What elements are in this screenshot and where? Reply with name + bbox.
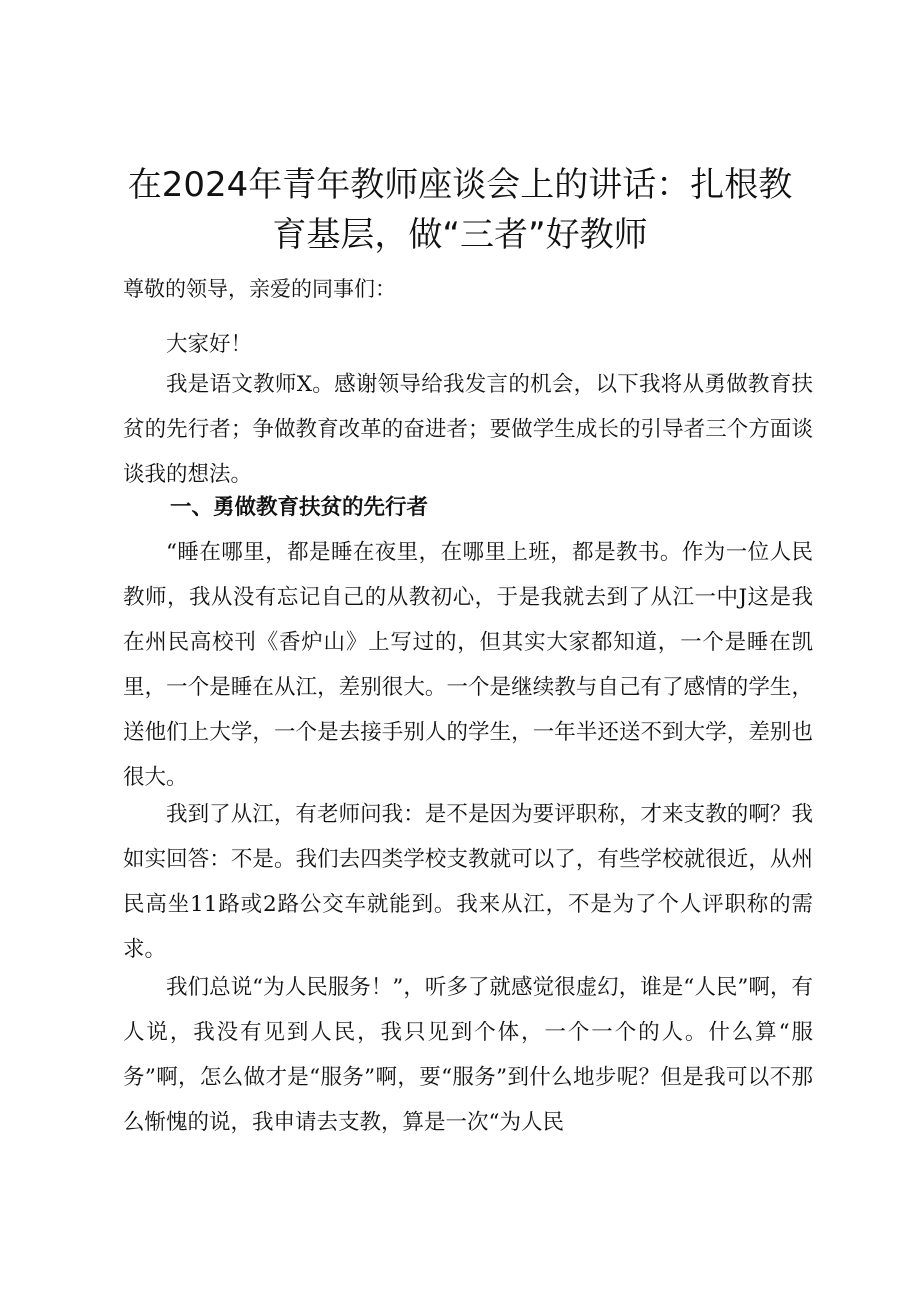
section-heading-1: 一、勇做教育扶贫的先行者 <box>170 495 429 520</box>
intro-paragraph: 我是语文教师X。感谢领导给我发言的机会，以下我将从勇做教育扶贫的先行者；争做教育改革的奋进者；要做学生成长的引导者三个方面谈谈我的想法。 <box>123 372 813 487</box>
title-line-1: 在2024年青年教师座谈会上的讲话：扎根教 <box>127 165 793 205</box>
paragraph-2: 我到了从江，有老师问我：是不是因为要评职称，才来支教的啊？我如实回答：不是。我们去四类学校支教就可以了，有些学校就很近，从州民高坐11路或2路公交车就能到。我来从江，不是为了个人评职称的需求。 <box>123 802 813 962</box>
paragraph-1: “睡在哪里，都是睡在夜里，在哪里上班，都是教书。作为一位人民教师，我从没有忘记自己的从教初心，于是我就去到了从江一中J这是我在州民高校刊《香炉山》上写过的，但其实大家都知道，一个是睡在凯里，一个是睡在从江，差别很大。一个是继续教与自己有了感情的学生，送他们上大学，一个是去接手别人的学生，一年半还送不到大学，差别也很大。 <box>123 540 813 790</box>
document-title <box>100 160 820 260</box>
greeting: 大家好！ <box>166 332 253 357</box>
paragraph-3: 我们总说“为人民服务！”，听多了就感觉很虚幻，谁是“人民”啊，有人说，我没有见到人民，我只见到个体，一个一个的人。什么算“服务”啊，怎么做才是“服务”啊，要“服务”到什么地步呢？但是我可以不那么惭愧的说，我申请去支教，算是一次“为人民 <box>123 975 813 1135</box>
title-line-2: 育基层，做“三者”好教师 <box>272 215 648 255</box>
salutation: 尊敬的领导，亲爱的同事们： <box>123 277 396 301</box>
